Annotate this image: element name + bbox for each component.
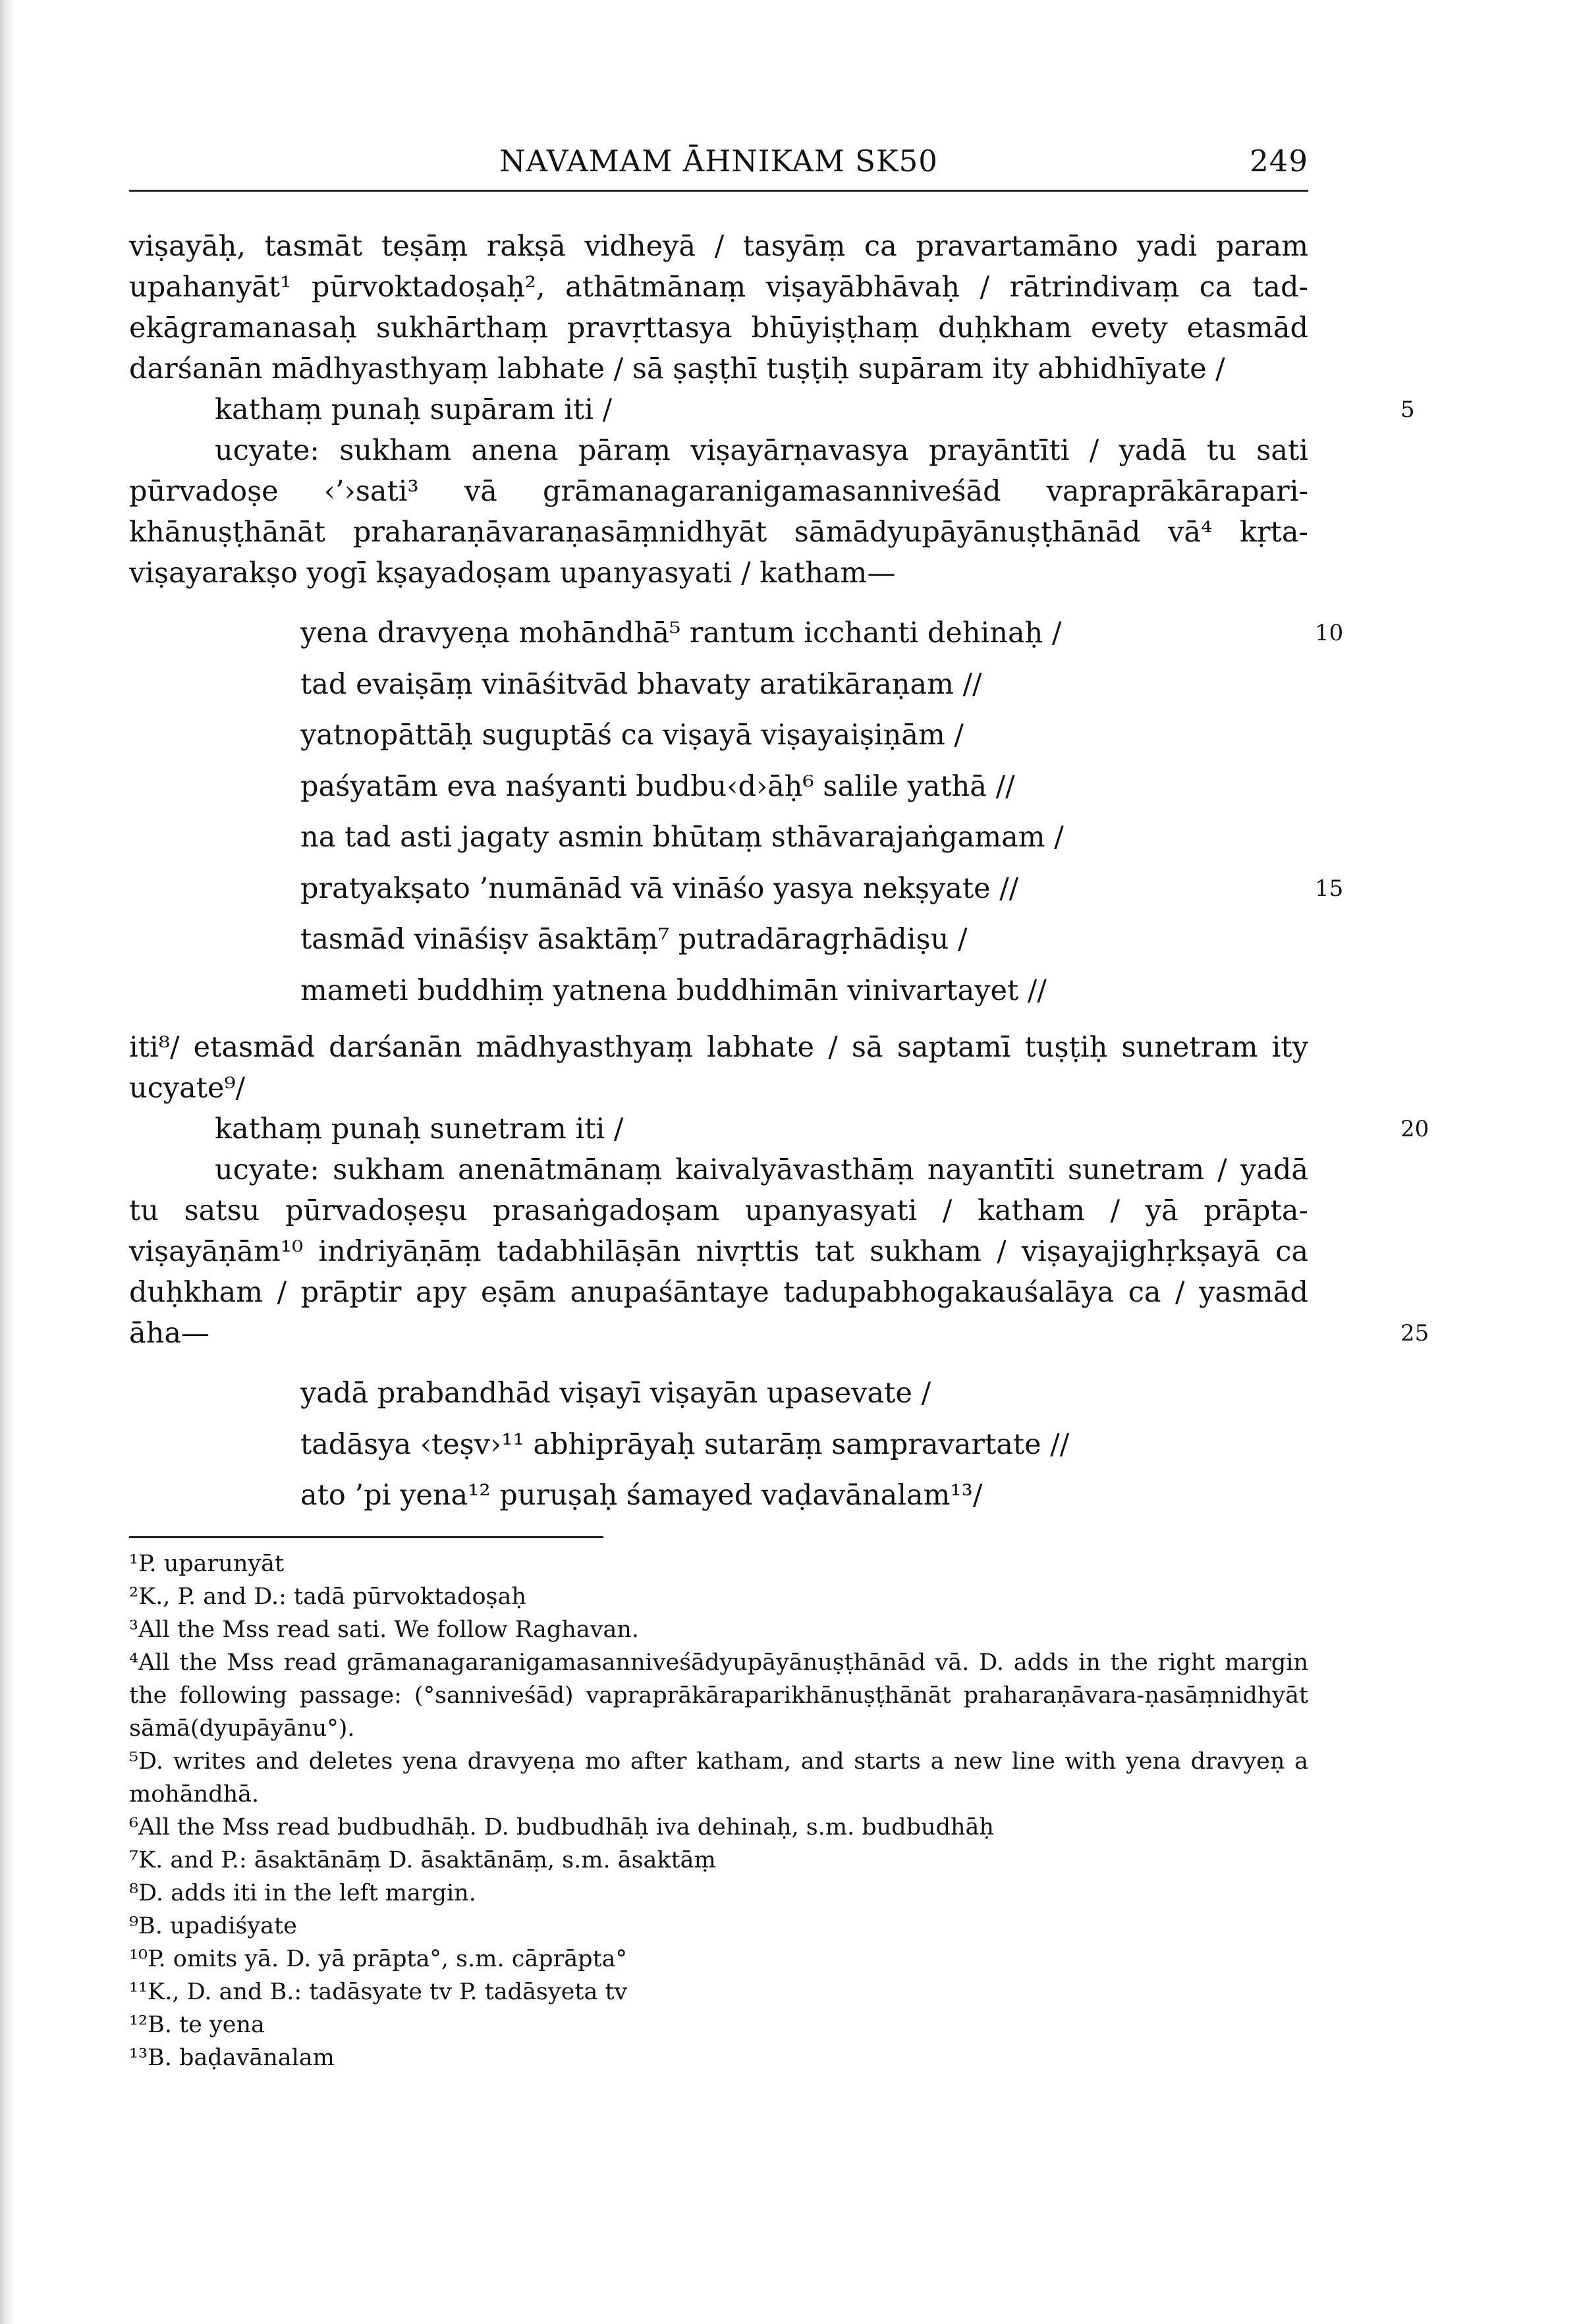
page	[129, 144, 1429, 2074]
line-number-20: 20	[1400, 1116, 1429, 1142]
verse-line	[129, 608, 1344, 659]
scan-shadow-edge	[0, 0, 14, 2324]
paragraph-2	[129, 389, 1415, 430]
paragraph-5-text: kathaṃ punaḥ sunetram iti /	[215, 1113, 624, 1146]
verse-block-1	[129, 608, 1344, 1016]
verse-line: paśyatām eva naśyanti budbu‹d›āḥ⁶ salile yathā //	[300, 769, 1015, 803]
verse-line	[129, 864, 1344, 915]
footnote: ⁴All the Mss read grāmanagaranigamasanniveśādyupāyānuṣṭhānād vā. D. adds in the right margin the following passage: (°sanniveśād) vapraprākāraparikhānuṣṭhānāt praharaṇāvara-ṇasāṃnidhyāt sāmā(dyupāyānu°).	[129, 1649, 1308, 1742]
paragraph-4: iti⁸/ etasmād darśanān mādhyasthyaṃ labhate / sā saptamī tuṣṭiḥ sunetram ity ucyate⁹/	[129, 1031, 1308, 1105]
verse-line: ato ’pi yena¹² puruṣaḥ śamayed vaḍavānalam¹³/	[300, 1479, 983, 1512]
footnote: ⁵D. writes and deletes yena dravyeṇa mo after katham, and starts a new line with yena dravyeṇ a mohāndhā.	[129, 1748, 1308, 1808]
verse-line-text: yena dravyeṇa mohāndhā⁵ rantum icchanti dehinaḥ /	[300, 617, 1062, 650]
verse-line: tasmād vināśiṣv āsaktāṃ⁷ putradāragṛhādiṣu /	[300, 923, 968, 956]
paragraph-1: viṣayāḥ, tasmāt teṣāṃ rakṣā vidheyā / tasyāṃ ca pravartamāno yadi param upahanyāt¹ pūrvoktadoṣaḥ², athātmānaṃ viṣayābhāvaḥ / rātrindivaṃ ca tad-ekāgramanasaḥ sukhārthaṃ pravṛttasya bhūyiṣṭhaṃ duḥkham evety etasmād darśanān mādhyasthyaṃ labhate / sā ṣaṣṭhī tuṣṭiḥ supāram ity abhidhīyate /	[129, 230, 1308, 385]
verse-line-text: pratyakṣato ’numānād vā vināśo yasya nekṣyate //	[300, 872, 1019, 905]
main-text-continued	[129, 1027, 1429, 1354]
verse-line: tad evaiṣāṃ vināśitvād bhavaty aratikāraṇam //	[300, 667, 982, 701]
footnote: ⁹B. upadiśyate	[129, 1912, 297, 1939]
paragraph-5	[129, 1109, 1429, 1149]
line-number-10: 10	[1315, 620, 1344, 646]
chapter-title: NAVAMAM ĀHNIKAM SK50	[499, 144, 938, 179]
footnote: ¹³B. baḍavānalam	[129, 2044, 335, 2071]
paragraph-3: ucyate: sukham anena pāraṃ viṣayārṇavasya prayāntīti / yadā tu sati pūrvadoṣe ‹’›sati³ vā grāmanagaranigamasanniveśād vapraprākārapari-khānuṣṭhānāt praharaṇāvaraṇasāṃnidhyāt sāmādyupāyānuṣṭhānād vā⁴ kṛta-viṣayarakṣo yogī kṣayadoṣam upanyasyati / katham—	[129, 434, 1308, 590]
header-rule	[129, 190, 1308, 192]
footnote: ⁶All the Mss read budbudhāḥ. D. budbudhāḥ iva dehinaḥ, s.m. budbudhāḥ	[129, 1813, 994, 1840]
paragraph-2-text: kathaṃ punaḥ supāram iti /	[215, 393, 613, 426]
line-number-15: 15	[1315, 875, 1344, 902]
verse-line: yatnopāttāḥ suguptāś ca viṣayā viṣayaiṣiṇām /	[300, 719, 964, 752]
verse-line: na tad asti jagaty asmin bhūtaṃ sthāvarajaṅgamam /	[300, 821, 1064, 854]
paragraph-6-text: ucyate: sukham anenātmānaṃ kaivalyāvasthāṃ nayantīti sunetram / yadā tu satsu pūrvadoṣeṣu prasaṅgadoṣam upanyasyati / katham / yā prāpta-viṣayāṇām¹⁰ indriyāṇāṃ tadabhilāṣān nivṛttis tat sukham / viṣayajighṛkṣayā ca duḥkham / prāptir apy eṣām anupaśāntaye tadupabhogakauśalāya ca / yasmād āha—	[129, 1153, 1308, 1350]
footnote: ¹²B. te yena	[129, 2011, 265, 2038]
running-head	[129, 144, 1308, 187]
footnote-rule	[129, 1536, 603, 1538]
page-number: 249	[1250, 144, 1308, 179]
footnote: ⁷K. and P.: āsaktānāṃ D. āsaktānāṃ, s.m. āsaktāṃ	[129, 1846, 716, 1873]
verse-line: mameti buddhiṃ yatnena buddhimān vinivartayet //	[300, 974, 1047, 1007]
verse-line: tadāsya ‹teṣv›¹¹ abhiprāyaḥ sutarāṃ sampravartate //	[300, 1427, 1070, 1461]
line-number-25: 25	[1400, 1320, 1429, 1346]
footnote: ¹⁰P. omits yā. D. yā prāpta°, s.m. cāprāpta°	[129, 1945, 628, 1972]
footnotes	[129, 1547, 1308, 2074]
paragraph-6	[129, 1149, 1429, 1354]
footnote: ¹P. uparunyāt	[129, 1550, 285, 1577]
verse-line: yadā prabandhād viṣayī viṣayān upasevate /	[300, 1377, 931, 1410]
main-text	[129, 226, 1415, 594]
footnote: ²K., P. and D.: tadā pūrvoktadoṣaḥ	[129, 1583, 526, 1610]
footnote: ⁸D. adds iti in the left margin.	[129, 1879, 476, 1906]
verse-block-2	[129, 1368, 1308, 1522]
footnote: ³All the Mss read sati. We follow Raghavan.	[129, 1616, 639, 1643]
line-number-5: 5	[1400, 397, 1415, 423]
footnote: ¹¹K., D. and B.: tadāsyate tv P. tadāsyeta tv	[129, 1978, 628, 2005]
